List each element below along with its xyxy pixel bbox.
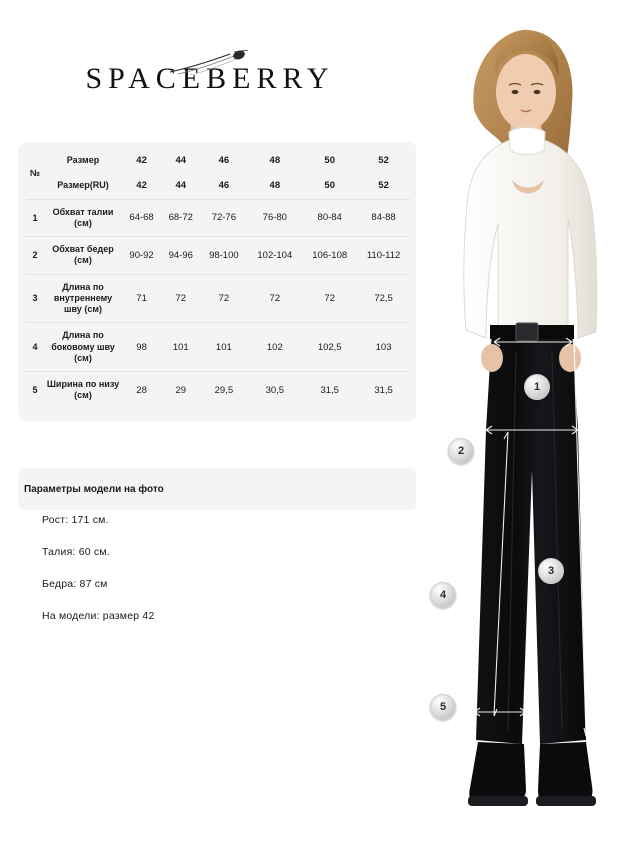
cell-4-0: 98 xyxy=(122,323,161,372)
measurement-badge-1[interactable]: 1 xyxy=(524,374,550,400)
comet-swoosh-icon xyxy=(168,50,258,76)
list-item: Рост: 171 см. xyxy=(42,514,109,526)
cell-5-1: 29 xyxy=(161,372,200,409)
model-illustration xyxy=(416,0,636,848)
cell-1-2: 72-76 xyxy=(200,199,247,237)
cell-2-5: 110-112 xyxy=(357,237,410,275)
size-ru-col-3: 48 xyxy=(269,180,281,192)
row-num-5: 5 xyxy=(26,372,44,409)
brand-name: SPACEBERRY xyxy=(85,62,335,95)
measurement-badge-3[interactable]: 3 xyxy=(538,558,564,584)
cell-1-1: 68-72 xyxy=(161,199,200,237)
cell-3-1: 72 xyxy=(161,274,200,323)
cell-2-4: 106-108 xyxy=(302,237,357,275)
turtleneck-collar xyxy=(509,128,545,155)
row-label-3: Длина по внутреннему шву (см) xyxy=(44,274,122,323)
cell-4-4: 102,5 xyxy=(302,323,357,372)
list-item: На модели: размер 42 xyxy=(42,610,155,622)
size-col-4: 50 xyxy=(324,155,335,167)
table-header-num: № xyxy=(29,168,41,179)
boot-left xyxy=(469,742,526,804)
table-row xyxy=(26,323,410,372)
cell-2-1: 94-96 xyxy=(161,237,200,275)
size-ru-col-4: 50 xyxy=(324,180,335,192)
measurement-badge-4[interactable]: 4 xyxy=(430,582,456,608)
cell-3-0: 71 xyxy=(122,274,161,323)
cell-1-5: 84-88 xyxy=(357,199,410,237)
table-row xyxy=(26,199,410,237)
cell-5-3: 30,5 xyxy=(247,372,302,409)
size-ru-col-1: 44 xyxy=(175,180,187,192)
table-row xyxy=(26,237,410,275)
cell-1-3: 76-80 xyxy=(247,199,302,237)
table-header-row-size xyxy=(26,148,410,173)
cell-5-5: 31,5 xyxy=(357,372,410,409)
cell-3-4: 72 xyxy=(302,274,357,323)
cell-4-3: 102 xyxy=(247,323,302,372)
eye-left xyxy=(512,90,519,94)
boot-sole-right xyxy=(536,796,596,806)
size-col-3: 48 xyxy=(269,155,281,167)
size-table xyxy=(26,148,410,409)
cell-4-2: 101 xyxy=(200,323,247,372)
table-header-row-size-ru xyxy=(26,173,410,199)
cell-5-0: 28 xyxy=(122,372,161,409)
cell-2-2: 98-100 xyxy=(200,237,247,275)
size-ru-col-5: 52 xyxy=(378,180,389,192)
table-row xyxy=(26,274,410,323)
row-label-5: Ширина по низу (см) xyxy=(44,372,122,409)
cell-3-3: 72 xyxy=(247,274,302,323)
size-col-5: 52 xyxy=(378,155,389,167)
model-params-title: Параметры модели на фото xyxy=(24,484,164,495)
cell-5-4: 31,5 xyxy=(302,372,357,409)
face xyxy=(496,54,556,130)
row-label-2: Обхват бедер (см) xyxy=(44,237,122,275)
size-col-0: 42 xyxy=(136,155,147,167)
model-photo xyxy=(416,0,636,848)
cell-2-0: 90-92 xyxy=(122,237,161,275)
measurement-badge-2[interactable]: 2 xyxy=(448,438,474,464)
belt-buckle xyxy=(516,323,538,341)
list-item: Бедра: 87 см xyxy=(42,578,108,590)
cell-1-4: 80-84 xyxy=(302,199,357,237)
eye-right xyxy=(534,90,541,94)
cell-4-1: 101 xyxy=(161,323,200,372)
model-params-list xyxy=(42,514,402,642)
table-row xyxy=(26,372,410,409)
boot-sole-left xyxy=(468,796,528,806)
cell-5-2: 29,5 xyxy=(200,372,247,409)
measurement-badge-5[interactable]: 5 xyxy=(430,694,456,720)
cell-3-5: 72,5 xyxy=(357,274,410,323)
boot-right xyxy=(538,742,593,804)
cell-2-3: 102-104 xyxy=(247,237,302,275)
size-ru-col-0: 42 xyxy=(136,180,147,192)
cell-4-5: 103 xyxy=(357,323,410,372)
hand-left xyxy=(481,344,503,372)
size-ru-col-2: 46 xyxy=(218,180,230,192)
brand-logo xyxy=(0,62,420,96)
size-col-1: 44 xyxy=(175,155,187,167)
cell-3-2: 72 xyxy=(200,274,247,323)
table-header-size-ru-label: Размер(RU) xyxy=(57,180,109,191)
hand-right xyxy=(559,344,581,372)
list-item: Талия: 60 см. xyxy=(42,546,110,558)
row-label-4: Длина по боковому шву (см) xyxy=(44,323,122,372)
row-label-1: Обхват талии (см) xyxy=(44,199,122,237)
cell-1-0: 64-68 xyxy=(122,199,161,237)
row-num-3: 3 xyxy=(26,274,44,323)
row-num-4: 4 xyxy=(26,323,44,372)
size-table-card xyxy=(18,142,418,421)
size-col-2: 46 xyxy=(218,155,230,167)
table-header-size-label: Размер xyxy=(66,155,100,165)
row-num-1: 1 xyxy=(26,199,44,237)
row-num-2: 2 xyxy=(26,237,44,275)
